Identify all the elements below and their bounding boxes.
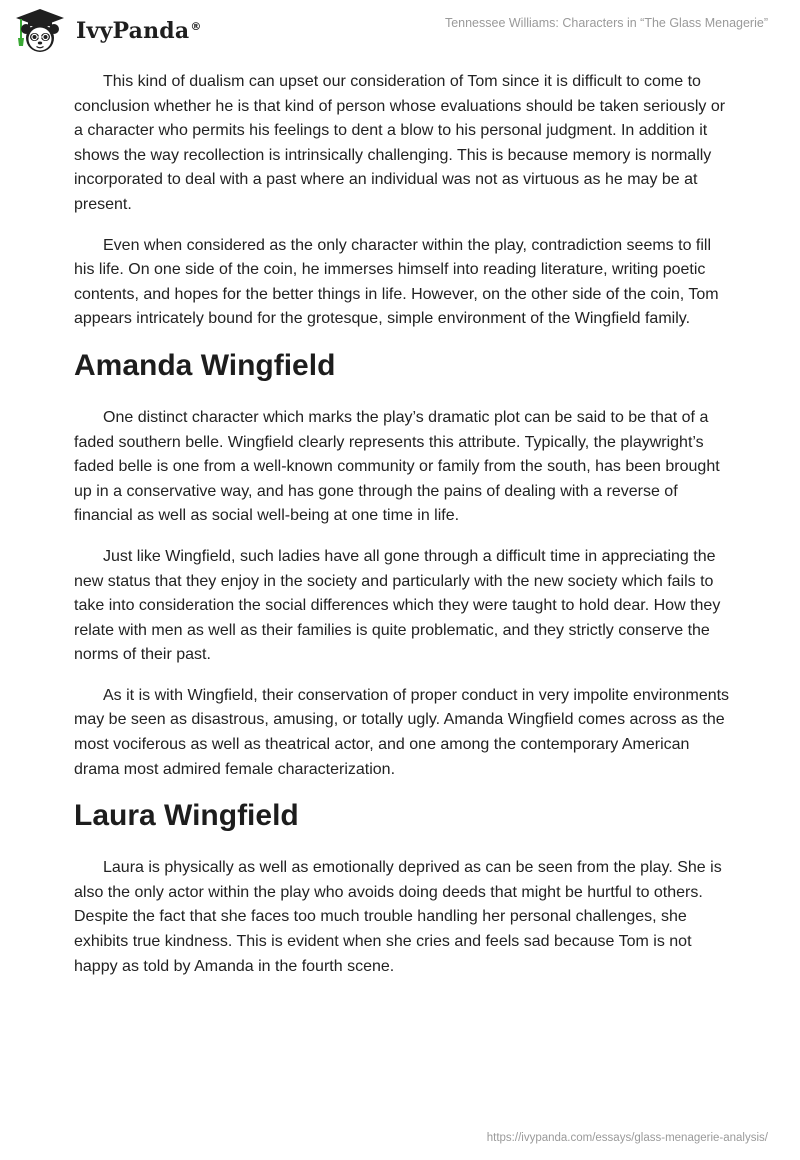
paragraph-tom-contradiction: Even when considered as the only character within the play, contradiction seems to fill his life. On one side of the coin, he immerses himself into reading literature, writing poetic contents, and hopes for the better things in life. However, on the other side of the coin, Tom appears intricately bound for the grotesque, simple environment of the Wingfield family. bbox=[74, 236, 719, 328]
essay-content bbox=[74, 70, 730, 995]
registered-mark: ® bbox=[190, 19, 202, 33]
brand-logo[interactable] bbox=[14, 8, 202, 54]
paragraph-amanda-belle: One distinct character which marks the play’s dramatic plot can be said to be that of a faded southern belle. Wingfield clearly represents this attribute. Typically, the playwright’s faded belle is one from a well-known community or family from the south, has been brought up in a conservative way, and has gone through the pains of dealing with a reverse of financial as well as social well-being at one time in life. bbox=[74, 408, 720, 525]
paragraph-amanda-conduct: As it is with Wingfield, their conservation of proper conduct in very impolite environments may be seen as disastrous, amusing, or totally ugly. Amanda Wingfield comes across as the most vociferous as well as theatrical actor, and one among the contemporary American drama most admired female characterization. bbox=[74, 686, 730, 778]
heading-laura-wingfield: Laura Wingfield bbox=[74, 799, 299, 833]
panda-graduate-logo-icon bbox=[14, 8, 66, 54]
paragraph-amanda-ladies: Just like Wingfield, such ladies have all gone through a difficult time in appreciating the new status that they enjoy in the society and particularly with the new society which fails to take into consideration the social differences which they were taught to hold dear. How they relate with men as well as their families is quite problematic, and they strictly conserve the norms of their past. bbox=[74, 547, 721, 664]
page-header bbox=[0, 0, 800, 62]
heading-amanda-wingfield: Amanda Wingfield bbox=[74, 348, 336, 382]
paragraph-tom-dualism: This kind of dualism can upset our consideration of Tom since it is difficult to come to conclusion whether he is that kind of person whose evaluations should be taken seriously or a character who permits his feelings to dent a blow to his personal judgment. In addition it shows the way recollection is intrinsically challenging. This is because memory is normally incorporated to deal with a past where an individual was not as virtuous as he may be at present. bbox=[74, 73, 726, 213]
paragraph-laura: Laura is physically as well as emotionally deprived as can be seen from the play. She is also the only actor within the play who avoids doing deeds that might be hurtful to others. Despite the fact that she faces too much trouble handling her personal challenges, she exhibits true kindness. This is evident when she cries and feels sad because Tom is not happy as told by Amanda in the fourth scene. bbox=[74, 859, 722, 975]
document-title: Tennessee Williams: Characters in “The Glass Menagerie” bbox=[444, 16, 768, 30]
source-url-link[interactable]: https://ivypanda.com/essays/glass-menagerie-analysis/ bbox=[486, 1132, 768, 1144]
brand-name: IvyPanda® bbox=[76, 18, 202, 44]
